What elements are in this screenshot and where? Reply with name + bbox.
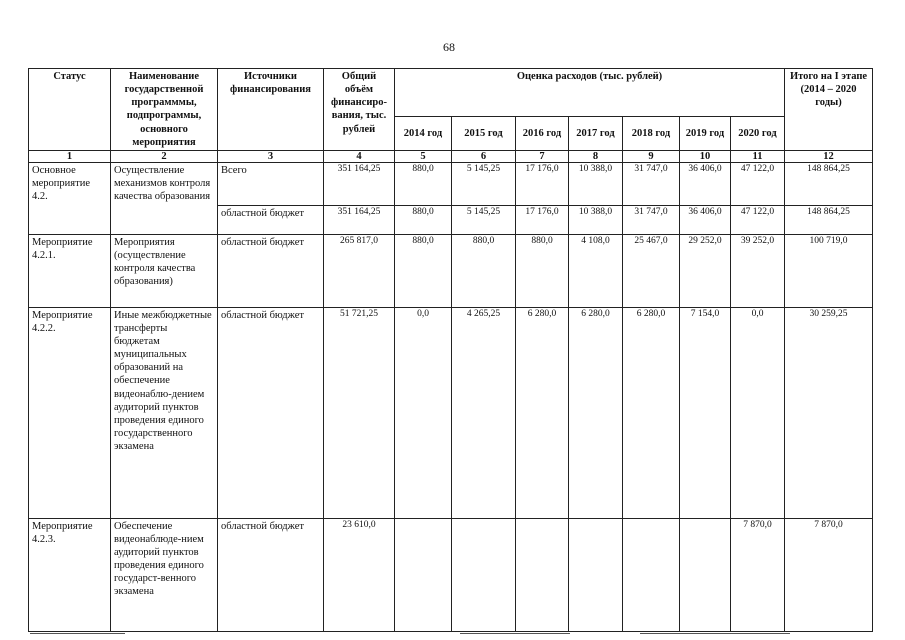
row-status: Мероприятие 4.2.2. xyxy=(29,307,111,518)
header-year: 2020 год xyxy=(731,117,785,151)
row-status: Основное мероприятие 4.2. xyxy=(29,162,111,234)
row-year-value xyxy=(452,518,516,631)
row-stage-total: 30 259,25 xyxy=(785,307,873,518)
row-total: 51 721,25 xyxy=(324,307,395,518)
header-estimate: Оценка расходов (тыс. рублей) xyxy=(395,69,785,117)
row-name: Осуществление механизмов контроля качества образования xyxy=(111,162,218,234)
row-year-value xyxy=(395,518,452,631)
row-year-value: 7 154,0 xyxy=(680,307,731,518)
row-year-value: 6 280,0 xyxy=(569,307,623,518)
row-year-value xyxy=(680,518,731,631)
row-year-value: 880,0 xyxy=(452,234,516,307)
column-number: 7 xyxy=(516,150,569,162)
column-number: 6 xyxy=(452,150,516,162)
row-year-value: 29 252,0 xyxy=(680,234,731,307)
row-year-value: 47 122,0 xyxy=(731,205,785,234)
row-source: областной бюджет xyxy=(218,518,324,631)
row-year-value: 7 870,0 xyxy=(731,518,785,631)
column-number: 11 xyxy=(731,150,785,162)
row-stage-total: 100 719,0 xyxy=(785,234,873,307)
row-total: 23 610,0 xyxy=(324,518,395,631)
page-number: 68 xyxy=(443,40,455,54)
row-year-value: 880,0 xyxy=(395,234,452,307)
row-total: 265 817,0 xyxy=(324,234,395,307)
row-status: Мероприятие 4.2.1. xyxy=(29,234,111,307)
row-stage-total: 148 864,25 xyxy=(785,162,873,205)
scan-edge-mark xyxy=(30,633,125,634)
row-year-value: 36 406,0 xyxy=(680,205,731,234)
header-name: Наименование государственной программмы, подпрограммы, основного мероприятия xyxy=(111,69,218,151)
column-number: 8 xyxy=(569,150,623,162)
row-year-value: 6 280,0 xyxy=(516,307,569,518)
row-stage-total: 7 870,0 xyxy=(785,518,873,631)
budget-table xyxy=(28,68,873,632)
column-number: 3 xyxy=(218,150,324,162)
header-year: 2017 год xyxy=(569,117,623,151)
row-year-value xyxy=(569,518,623,631)
header-stage-total: Итого на I этапе (2014 – 2020 годы) xyxy=(785,69,873,151)
row-year-value: 880,0 xyxy=(395,205,452,234)
row-year-value: 17 176,0 xyxy=(516,162,569,205)
row-year-value: 880,0 xyxy=(395,162,452,205)
row-total: 351 164,25 xyxy=(324,162,395,205)
header-year: 2014 год xyxy=(395,117,452,151)
row-name: Обеспечение видеонаблюде-нием аудиторий пунктов проведения единого государст-венного экзамена xyxy=(111,518,218,631)
row-source: областной бюджет xyxy=(218,234,324,307)
row-year-value: 36 406,0 xyxy=(680,162,731,205)
table-row xyxy=(29,307,873,518)
row-year-value: 17 176,0 xyxy=(516,205,569,234)
row-year-value: 880,0 xyxy=(516,234,569,307)
column-number: 4 xyxy=(324,150,395,162)
row-year-value: 31 747,0 xyxy=(623,162,680,205)
row-year-value: 6 280,0 xyxy=(623,307,680,518)
header-row-top xyxy=(29,69,873,117)
header-year: 2015 год xyxy=(452,117,516,151)
header-year: 2016 год xyxy=(516,117,569,151)
row-source: областной бюджет xyxy=(218,307,324,518)
column-number: 2 xyxy=(111,150,218,162)
row-source: областной бюджет xyxy=(218,205,324,234)
table-row xyxy=(29,518,873,631)
column-number: 9 xyxy=(623,150,680,162)
column-number-row xyxy=(29,150,873,162)
row-year-value: 47 122,0 xyxy=(731,162,785,205)
row-year-value xyxy=(516,518,569,631)
row-year-value: 0,0 xyxy=(395,307,452,518)
row-status: Мероприятие 4.2.3. xyxy=(29,518,111,631)
row-year-value: 25 467,0 xyxy=(623,234,680,307)
column-number: 5 xyxy=(395,150,452,162)
row-source: Всего xyxy=(218,162,324,205)
scan-edge-mark xyxy=(640,633,790,634)
header-year: 2018 год xyxy=(623,117,680,151)
header-sources: Источники финансирования xyxy=(218,69,324,151)
row-name: Мероприятия (осуществление контроля качества образования) xyxy=(111,234,218,307)
row-year-value: 10 388,0 xyxy=(569,205,623,234)
header-total: Общий объём финансиро-вания, тыс. рублей xyxy=(324,69,395,151)
table-row xyxy=(29,162,873,205)
row-year-value: 5 145,25 xyxy=(452,162,516,205)
row-year-value: 0,0 xyxy=(731,307,785,518)
header-year: 2019 год xyxy=(680,117,731,151)
row-year-value: 10 388,0 xyxy=(569,162,623,205)
row-year-value: 31 747,0 xyxy=(623,205,680,234)
row-name: Иные межбюджетные трансферты бюджетам муниципальных образований на обеспечение видеонаблю-дением аудиторий пунктов проведения единого государственного экзамена xyxy=(111,307,218,518)
header-status: Статус xyxy=(29,69,111,151)
column-number: 12 xyxy=(785,150,873,162)
row-year-value: 5 145,25 xyxy=(452,205,516,234)
row-total: 351 164,25 xyxy=(324,205,395,234)
row-year-value xyxy=(623,518,680,631)
column-number: 1 xyxy=(29,150,111,162)
row-year-value: 39 252,0 xyxy=(731,234,785,307)
scan-edge-mark xyxy=(460,633,570,634)
table-row xyxy=(29,234,873,307)
row-stage-total: 148 864,25 xyxy=(785,205,873,234)
row-year-value: 4 265,25 xyxy=(452,307,516,518)
column-number: 10 xyxy=(680,150,731,162)
row-year-value: 4 108,0 xyxy=(569,234,623,307)
